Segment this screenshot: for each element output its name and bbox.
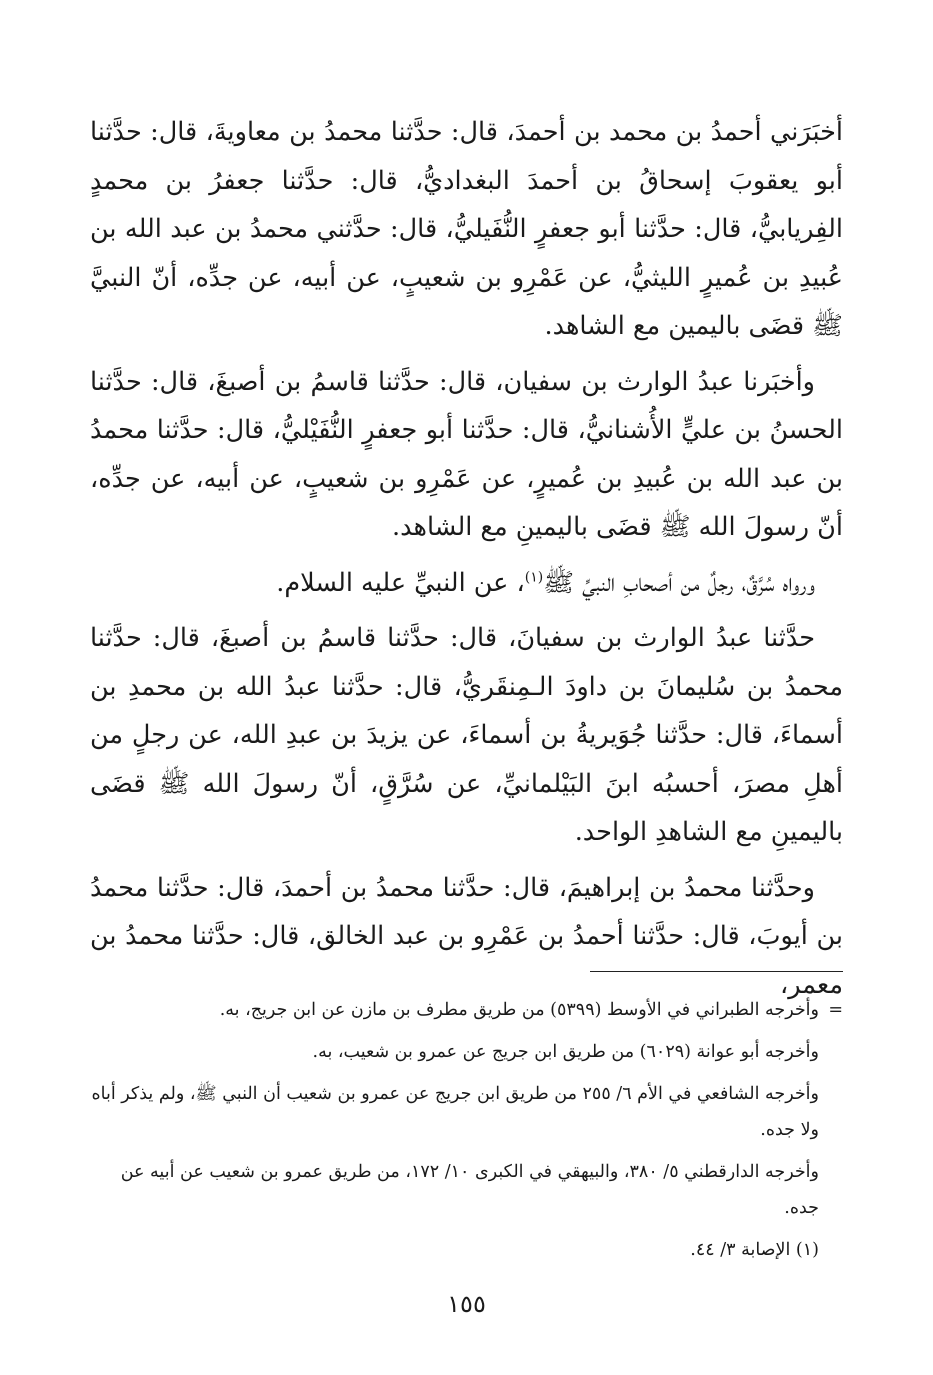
footnote-line	[90, 992, 843, 1028]
footnote-line: وأخرجه أبو عوانة (٦٠٢٩) من طريق ابن جريج عن عمرو بن شعيب، به.	[312, 1042, 819, 1062]
footnotes	[90, 992, 843, 1274]
paragraph-1: أخبَرَني أحمدُ بن محمد بن أحمدَ، قال: حدَّثنا محمدُ بن معاويةَ، قال: حدَّثنا أبو يعقوبَ إسحاقُ بن أحمدَ البغداديُّ، قال: حدَّثنا جعفرُ بن محمدٍ الفِريابيُّ، قال: حدَّثنا أبو جعفرٍ النُّفَيليُّ، قال: حدَّثني محمدُ بن عبد الله بن عُبيدِ بن عُميرٍ الليثيُّ، عن عَمْرِو بن شعيبٍ، عن أبيه، عن جدِّه، أنّ النبيَّ ﷺ قضَى باليمين مع الشاهد.	[90, 117, 843, 341]
main-text	[90, 108, 843, 1016]
footnote-line: وأخرجه الشافعي في الأم ٦/ ٢٥٥ من طريق ابن جريج عن عمرو بن شعيب أن النبي ﷺ، ولم يذكر أباه ولا جده.	[91, 1084, 819, 1140]
continuation-mark: =	[828, 1000, 843, 1020]
footnote-1: (١) الإصابة ٣/ ٤٤.	[690, 1240, 819, 1260]
paragraph-5: وحدَّثنا محمدُ بن إبراهيمَ، قال: حدَّثنا محمدُ بن أحمدَ، قال: حدَّثنا محمدُ بن أيوبَ، قال: حدَّثنا أحمدُ بن عَمْرِو بن عبد الخالق، قال: حدَّثنا محمدُ بن معمر،	[90, 872, 843, 1000]
footnote-marker-1[interactable]: (١)	[524, 569, 544, 585]
paragraph-3-tail: ، عن النبيِّ عليه السلام.	[276, 567, 525, 598]
paragraph-4: حدَّثنا عبدُ الوارث بن سفيانَ، قال: حدَّثنا قاسمُ بن أصبغَ، قال: حدَّثنا محمدُ بن سُليمانَ بن داودَ الـمِنقَريُّ، قال: حدَّثنا عبدُ الله بن محمدِ بن أسماءَ، قال: حدَّثنا جُوَيريةُ بن أسماءَ، عن يزيدَ بن عبدِ الله، عن رجلٍ من أهلِ مصرَ، أحسبُه ابنَ البَيْلمانيِّ، عن سُرَّقٍ، أنّ رسولَ الله ﷺ قضَى باليمينِ مع الشاهدِ الواحد.	[90, 623, 843, 847]
paragraph-3	[90, 559, 843, 608]
paragraph-2: وأخبَرنا عبدُ الوارث بن سفيان، قال: حدَّثنا قاسمُ بن أصبغَ، قال: حدَّثنا الحسنُ بن عليٍّ الأُشنانيُّ، قال: حدَّثنا أبو جعفرٍ النُّفَيْليُّ، قال: حدَّثنا محمدُ بن عبد الله بن عُبيدِ بن عُميرٍ، عن عَمْرِو بن شعيبٍ، عن أبيه، عن جدِّه، أنّ رسولَ الله ﷺ قضَى باليمينِ مع الشاهد.	[90, 366, 843, 542]
footnote-line: وأخرجه الدارقطني ٥/ ٣٨٠، والبيهقي في الكبرى ١٠/ ١٧٢، من طريق عمرو بن شعيب عن أبيه عن جده.	[120, 1162, 819, 1218]
footnote-text: وأخرجه الطبراني في الأوسط (٥٣٩٩) من طريق مطرف بن مازن عن ابن جريج، به.	[219, 1000, 819, 1020]
paragraph-3-text: ورواه سُرَّقٌ، رجلٌ من أصحابِ النبيِّ ﷺ	[543, 567, 815, 598]
footnote-separator	[590, 971, 843, 972]
page-number: ١٥٥	[447, 1290, 486, 1318]
